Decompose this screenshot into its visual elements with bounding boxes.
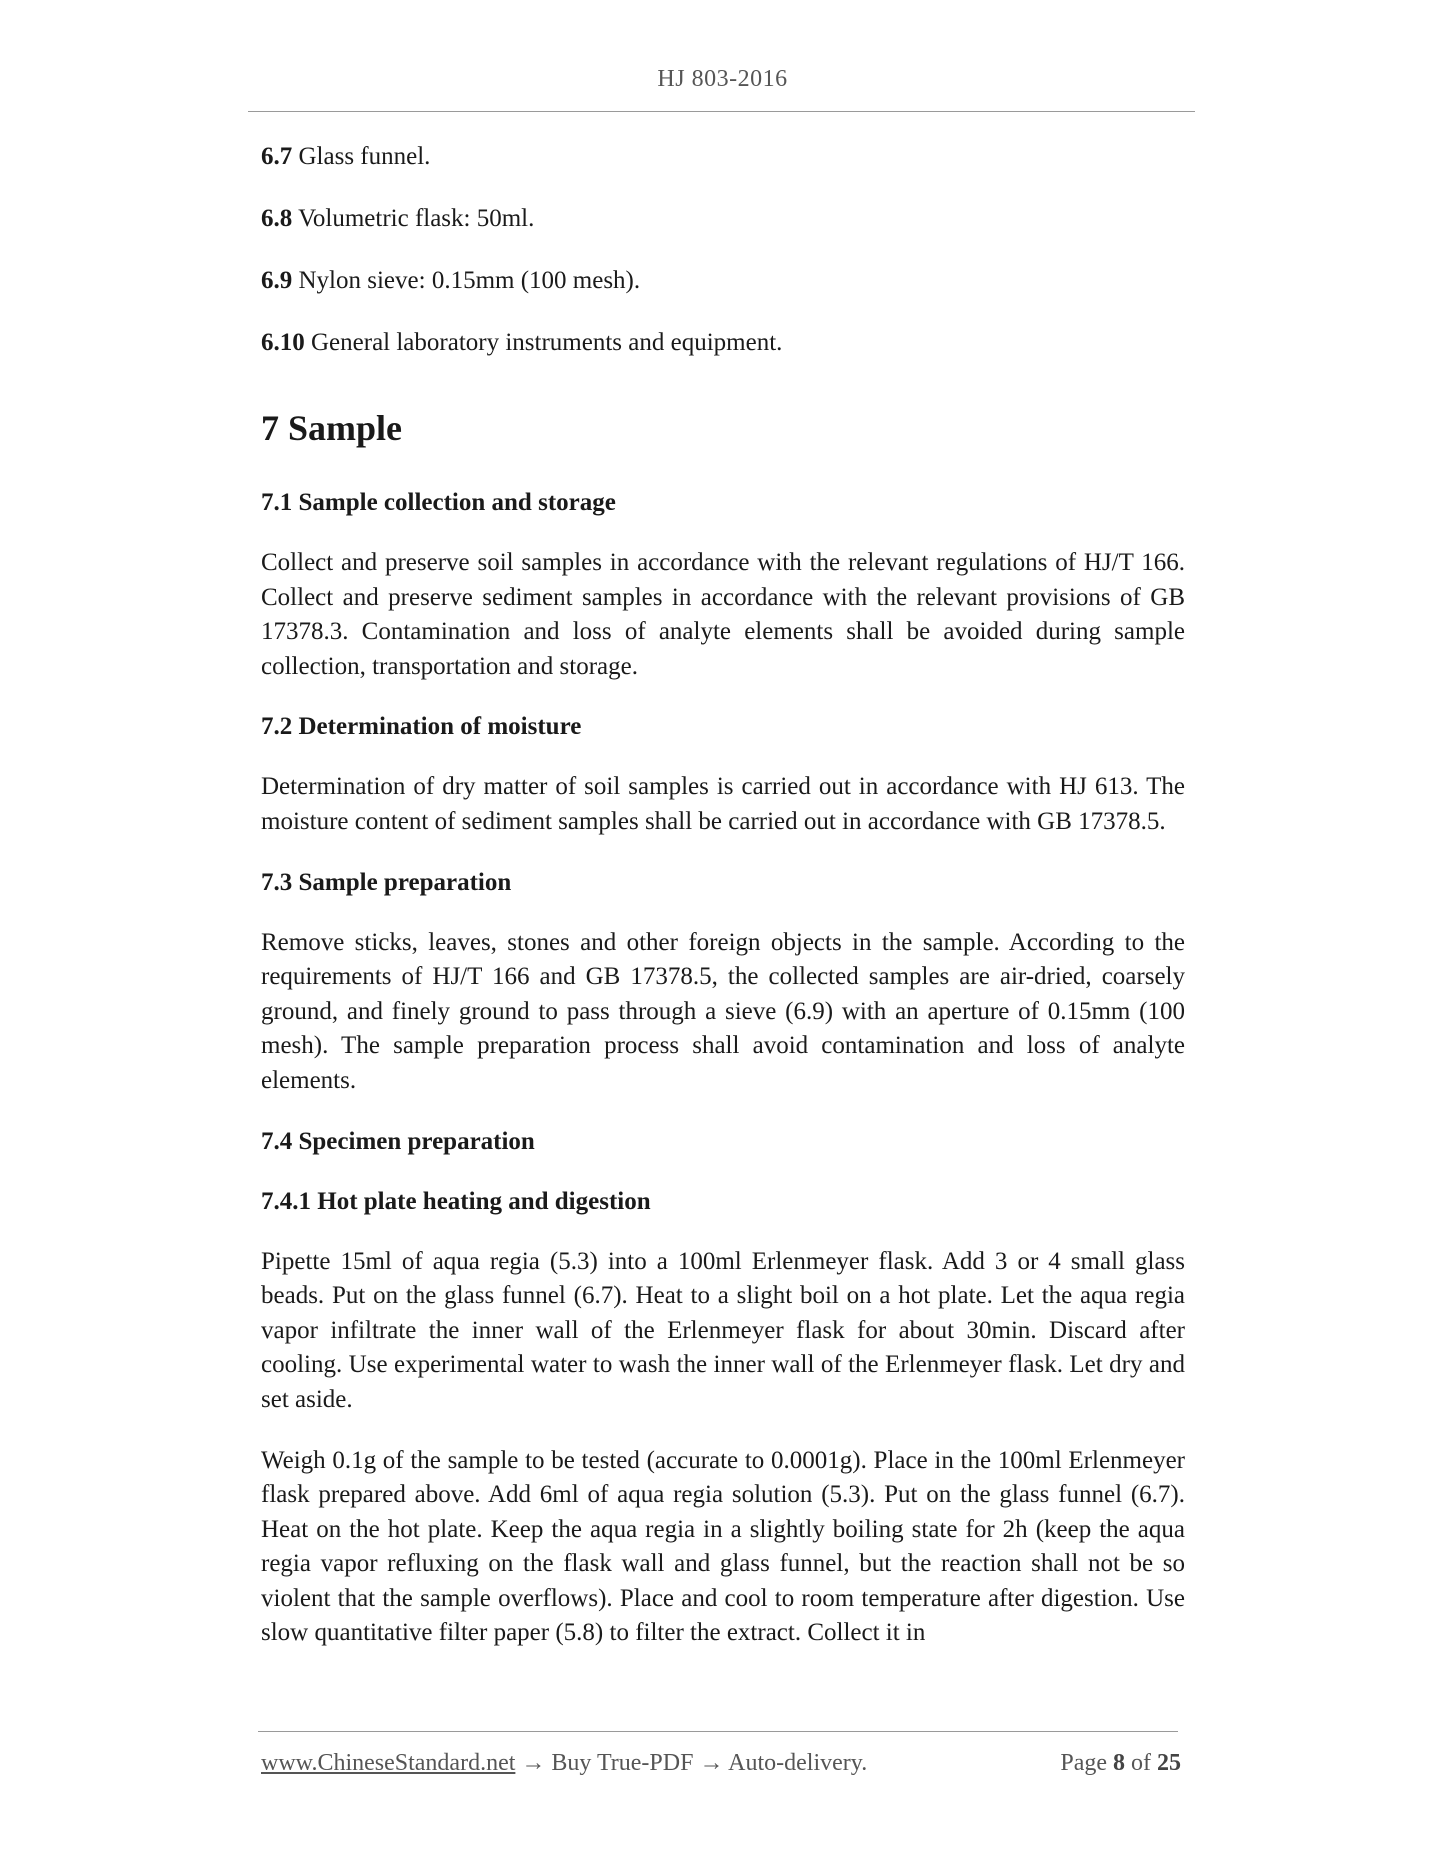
item-number: 6.8 (261, 205, 293, 232)
item-6-10 (261, 326, 1185, 360)
section-7-1-heading: 7.1 Sample collection and storage (261, 489, 616, 516)
of-label: of (1131, 1750, 1151, 1776)
item-text: Glass funnel. (298, 143, 431, 170)
header-divider (248, 111, 1195, 112)
section-7-4-1-heading: 7.4.1 Hot plate heating and digestion (261, 1187, 651, 1215)
header-doc-code: HJ 803-2016 (657, 66, 788, 92)
arrow-right-icon: → (521, 1750, 546, 1776)
section-7-3-heading: 7.3 Sample preparation (261, 868, 512, 896)
page-indicator (1060, 1750, 1181, 1777)
section-7-3-paragraph: Remove sticks, leaves, stones and other foreign objects in the sample. According to the requirements of HJ/T 166 and GB 17378.5, the collected samples are air-dried, coarsely ground, and finely ground to pass through a sieve (6.9) with an aperture of 0.15mm (100 mesh). The sample preparation process shall avoid contamination and loss of analyte elements. (261, 928, 1185, 1094)
section-7-4-heading: 7.4 Specimen preparation (261, 1127, 535, 1155)
item-text: Volumetric flask: 50ml. (298, 205, 535, 232)
section-7-4-1-paragraph-1: Pipette 15ml of aqua regia (5.3) into a 100ml Erlenmeyer flask. Add 3 or 4 small glass beads. Put on the glass funnel (6.7). Heat to a slight boil on a hot plate. Let the aqua regia vapor infiltrate the inner wall of the Erlenmeyer flask for about 30min. Discard after cooling. Use experimental water to wash the inner wall of the Erlenmeyer flask. Let dry and set aside. (261, 1247, 1185, 1413)
footer-divider (258, 1731, 1178, 1732)
site-link[interactable]: www.ChineseStandard.net (261, 1750, 516, 1776)
section-7-2-heading: 7.2 Determination of moisture (261, 713, 582, 741)
item-number: 6.9 (261, 267, 293, 294)
page-content (261, 140, 1185, 1677)
auto-delivery-text: Auto-delivery. (728, 1750, 868, 1776)
item-number: 6.10 (261, 329, 305, 356)
page-label: Page (1060, 1750, 1107, 1776)
section-7-1-paragraph: Collect and preserve soil samples in accordance with the relevant regulations of HJ/T 166. Collect and preserve sediment samples in accordance with the relevant provisions of GB 17378.3. Contamination and loss of analyte elements shall be avoided during sample collection, transportation and storage. (261, 549, 1185, 680)
section-7-title: 7 Sample (261, 408, 403, 448)
item-6-7 (261, 140, 1185, 174)
arrow-right-icon: → (699, 1750, 724, 1776)
item-6-8 (261, 202, 1185, 236)
item-number: 6.7 (261, 143, 293, 170)
buy-pdf-text: Buy True-PDF (551, 1750, 694, 1776)
item-text: Nylon sieve: 0.15mm (100 mesh). (298, 267, 641, 294)
page-total: 25 (1157, 1750, 1181, 1776)
footer (261, 1750, 1181, 1777)
item-6-9 (261, 264, 1185, 298)
item-text: General laboratory instruments and equipment. (311, 329, 783, 356)
section-7-4-1-paragraph-2: Weigh 0.1g of the sample to be tested (accurate to 0.0001g). Place in the 100ml Erlenmeyer flask prepared above. Add 6ml of aqua regia solution (5.3). Put on the glass funnel (6.7). Heat on the hot plate. Keep the aqua regia in a slightly boiling state for 2h (keep the aqua regia vapor refluxing on the flask wall and glass funnel, but the reaction shall not be so violent that the sample overflows). Place and cool to room temperature after digestion. Use slow quantitative filter paper (5.8) to filter the extract. Collect it in (261, 1446, 1185, 1647)
section-7-2-paragraph: Determination of dry matter of soil samples is carried out in accordance with HJ 613. The moisture content of sediment samples shall be carried out in accordance with GB 17378.5. (261, 773, 1185, 835)
page-number: 8 (1113, 1750, 1125, 1776)
